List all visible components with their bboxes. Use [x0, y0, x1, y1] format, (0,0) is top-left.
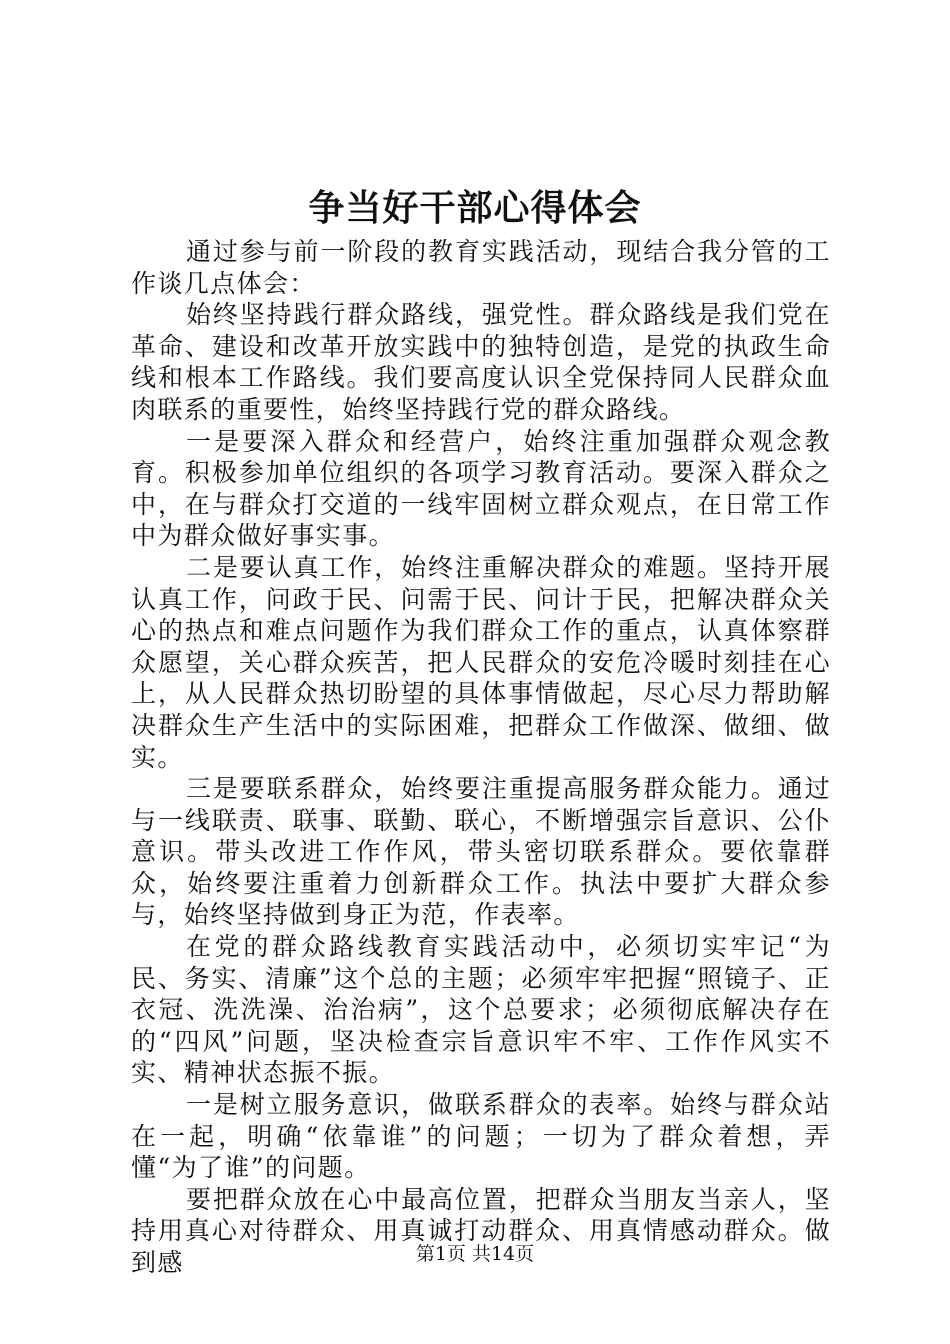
- paragraph: 一是要深入群众和经营户，始终注重加强群众观念教育。积极参加单位组织的各项学习教育活动。要深入群众之中，在与群众打交道的一线牢固树立群众观点，在日常工作中为群众做好事实事。: [131, 426, 831, 551]
- paragraph: 始终坚持践行群众路线，强党性。群众路线是我们党在革命、建设和改革开放实践中的独特创造，是党的执政生命线和根本工作路线。我们要高度认识全党保持同人民群众血肉联系的重要性，始终坚持践行党的群众路线。: [131, 300, 831, 424]
- paragraph: 要把群众放在心中最高位置，把群众当朋友当亲人，坚持用真心对待群众、用真诚打动群众、用真情感动群众。做到感: [131, 1184, 831, 1277]
- paragraph: 二是要认真工作，始终注重解决群众的难题。坚持开展认真工作，问政于民、问需于民、问计于民，把解决群众关心的热点和难点问题作为我们群众工作的重点，认真体察群众愿望，关心群众疾苦，把人民群众的安危冷暖时刻挂在心上，从人民群众热切盼望的具体事情做起，尽心尽力帮助解决群众生产生活中的实际困难，把群众工作做深、做细、做实。: [131, 552, 831, 772]
- document-title: 争当好干部心得体会: [308, 187, 642, 229]
- paragraph: 在党的群众路线教育实践活动中，必须切实牢记“为民、务实、清廉”这个总的主题；必须牢牢把握“照镜子、正衣冠、洗洗澡、治治病”，这个总要求；必须彻底解决存在的“四风”问题，坚决检查宗旨意识牢不牢、工作作风实不实、精神状态振不振。: [131, 932, 831, 1088]
- paragraph: 通过参与前一阶段的教育实践活动，现结合我分管的工作谈几点体会：: [131, 237, 831, 298]
- paragraph: 一是树立服务意识，做联系群众的表率。始终与群众站在一起，明确“依靠谁”的问题；一切为了群众着想，弄懂“为了谁”的问题。: [131, 1090, 831, 1183]
- document-body: [131, 236, 831, 1279]
- page-footer: 第1页 共14页: [415, 1243, 535, 1265]
- paragraph: 三是要联系群众，始终要注重提高服务群众能力。通过与一线联责、联事、联勤、联心，不断增强宗旨意识、公仆意识。带头改进工作作风，带头密切联系群众。要依靠群众，始终要注重着力创新群众工作。执法中要扩大群众参与，始终坚持做到身正为范，作表率。: [131, 774, 831, 930]
